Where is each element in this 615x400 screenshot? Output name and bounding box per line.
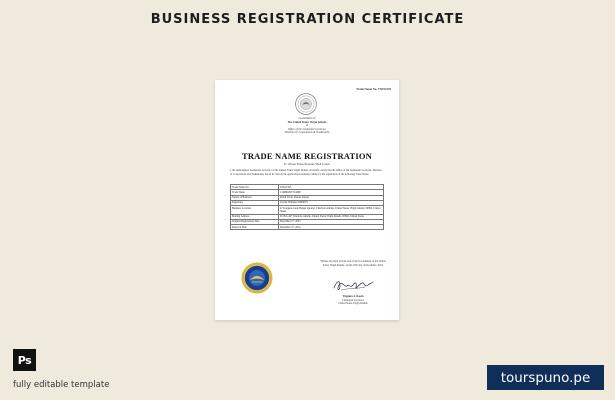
witness-statement: Witness my hand and the seal of the Government of the United States Virgin Islands, on this 27th day of December, 2023. (320, 260, 386, 267)
table-row (231, 225, 384, 230)
table-row (231, 206, 384, 214)
government-line: Government of (298, 117, 316, 120)
government-line: The United States Virgin Islands (287, 120, 327, 124)
official-seal-icon (241, 262, 273, 294)
photoshop-icon: Ps (13, 349, 36, 371)
row-label: Renewal Date (231, 225, 279, 230)
row-label: Nature of Business (231, 195, 279, 200)
row-value: 47 Kongens Gade Burger Quarter, Charlotte Amalie, United States Virgin Islands, 00802, United States (279, 206, 384, 214)
signature-icon (331, 276, 375, 294)
intro-paragraph: I, the undersigned, Lieutenant Governor of the United States Virgin Islands, do hereby certify that the Office of the Lieutenant Governor, Division of Corporations and Trademarks, has in its custody the applicable documents calling for the registration of the following Trade Name: (230, 169, 382, 176)
brand-badge[interactable]: tourspuno.pe (487, 365, 604, 390)
signer-name: Tregenza A. Roach (342, 295, 364, 298)
signer-org: United States Virgin Islands (338, 302, 368, 305)
row-value: December 27, 2023 (279, 219, 384, 224)
government-line: Office of the Lieutenant Governor (287, 127, 327, 131)
row-value: TN012345 (279, 185, 384, 190)
row-label: Original Registration Date (231, 219, 279, 224)
row-label: Registrant (231, 200, 279, 205)
template-note: fully editable template (13, 380, 110, 390)
row-value: Lucian Whitmer 00000077 (279, 200, 384, 205)
row-label: Trade Name No. (231, 185, 279, 190)
row-value: COMPANY NAME (279, 190, 384, 195)
government-seal-icon (295, 93, 317, 115)
row-value: Po Box 447 Charlotte Amalie, United States Virgin Islands, 00804, United States (279, 214, 384, 219)
row-label: Mailing Address (231, 214, 279, 219)
certificate-document (215, 80, 399, 320)
row-label: Trade Name (231, 190, 279, 195)
row-value: Retail Trade, Repair, Repair (279, 195, 384, 200)
government-header (215, 117, 399, 135)
trade-name-number: Trade Name No. TN012345 (356, 87, 391, 91)
signer-title: Lieutenant Governor (342, 298, 364, 302)
registration-table (230, 184, 384, 230)
certificate-title: TRADE NAME REGISTRATION (241, 151, 373, 161)
row-value: December 27, 2024 (279, 225, 384, 230)
effect-line: To Whom These Presents Shall Come: (283, 162, 331, 166)
signer-block (319, 295, 387, 306)
row-label: Business Location (231, 206, 279, 214)
page-title: BUSINESS REGISTRATION CERTIFICATE (150, 12, 465, 27)
government-line: Division of Corporations & Trademarks (284, 131, 330, 135)
government-line: of (305, 124, 309, 128)
